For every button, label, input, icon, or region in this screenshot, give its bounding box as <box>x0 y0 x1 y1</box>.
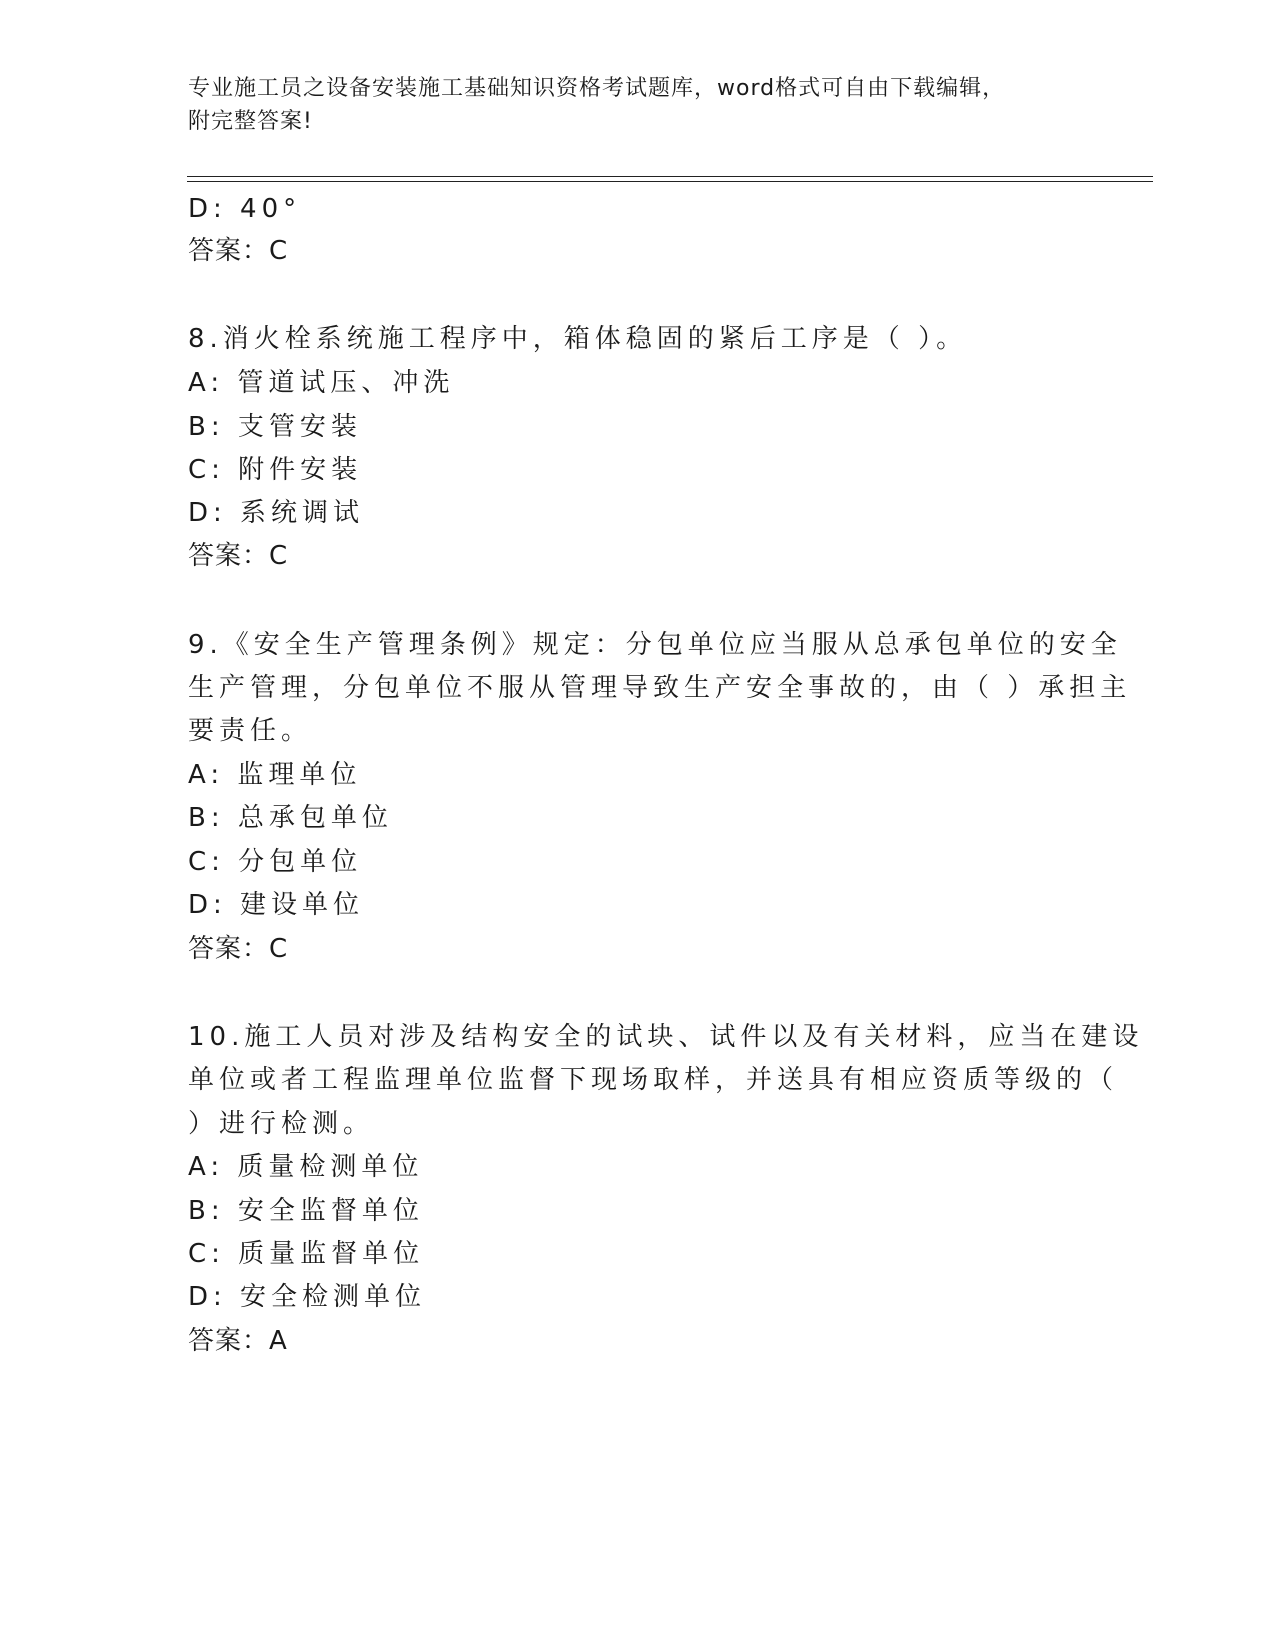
question-10-line-3: ）进行检测。 <box>188 1109 375 1139</box>
header-line-1: 专业施工员之设备安装施工基础知识资格考试题库，word格式可自由下载编辑， <box>188 76 1006 101</box>
option-d: D: 安全检测单位 <box>188 1282 427 1312</box>
option-c: C: 分包单位 <box>188 847 363 877</box>
option-c: C: 附件安装 <box>188 455 363 485</box>
header-divider-top <box>187 176 1153 177</box>
option-a: A: 监理单位 <box>188 760 362 790</box>
header-line-2: 附完整答案! <box>188 109 313 134</box>
option-a: A: 管道试压、冲洗 <box>188 368 455 398</box>
option-c: C: 质量监督单位 <box>188 1239 425 1269</box>
option-a: A: 质量检测单位 <box>188 1152 424 1182</box>
option-b: B: 支管安装 <box>188 412 362 442</box>
answer: 答案：C <box>188 541 289 571</box>
option-d: D: 建设单位 <box>188 890 365 920</box>
answer: 答案：C <box>188 236 289 266</box>
option-b: B: 总承包单位 <box>188 803 393 833</box>
option-d: D: 系统调试 <box>188 498 365 528</box>
option-d: D: 40° <box>188 194 302 224</box>
document-header <box>188 72 1088 138</box>
question-10-line-2: 单位或者工程监理单位监督下现场取样，并送具有相应资质等级的（ <box>188 1065 1119 1095</box>
answer: 答案：A <box>188 1326 288 1356</box>
answer: 答案：C <box>188 934 289 964</box>
header-divider-bottom <box>187 181 1153 182</box>
question-9-line-1: 9.《安全生产管理条例》规定：分包单位应当服从总承包单位的安全 <box>188 630 1122 660</box>
question-9-line-3: 要责任。 <box>188 716 313 746</box>
option-b: B: 安全监督单位 <box>188 1196 424 1226</box>
question-8: 8.消火栓系统施工程序中，箱体稳固的紧后工序是（ ）。 <box>188 324 968 354</box>
question-9-line-2: 生产管理，分包单位不服从管理导致生产安全事故的，由（ ）承担主 <box>188 673 1132 703</box>
question-10-line-1: 10.施工人员对涉及结构安全的试块、试件以及有关材料，应当在建设 <box>188 1022 1144 1052</box>
